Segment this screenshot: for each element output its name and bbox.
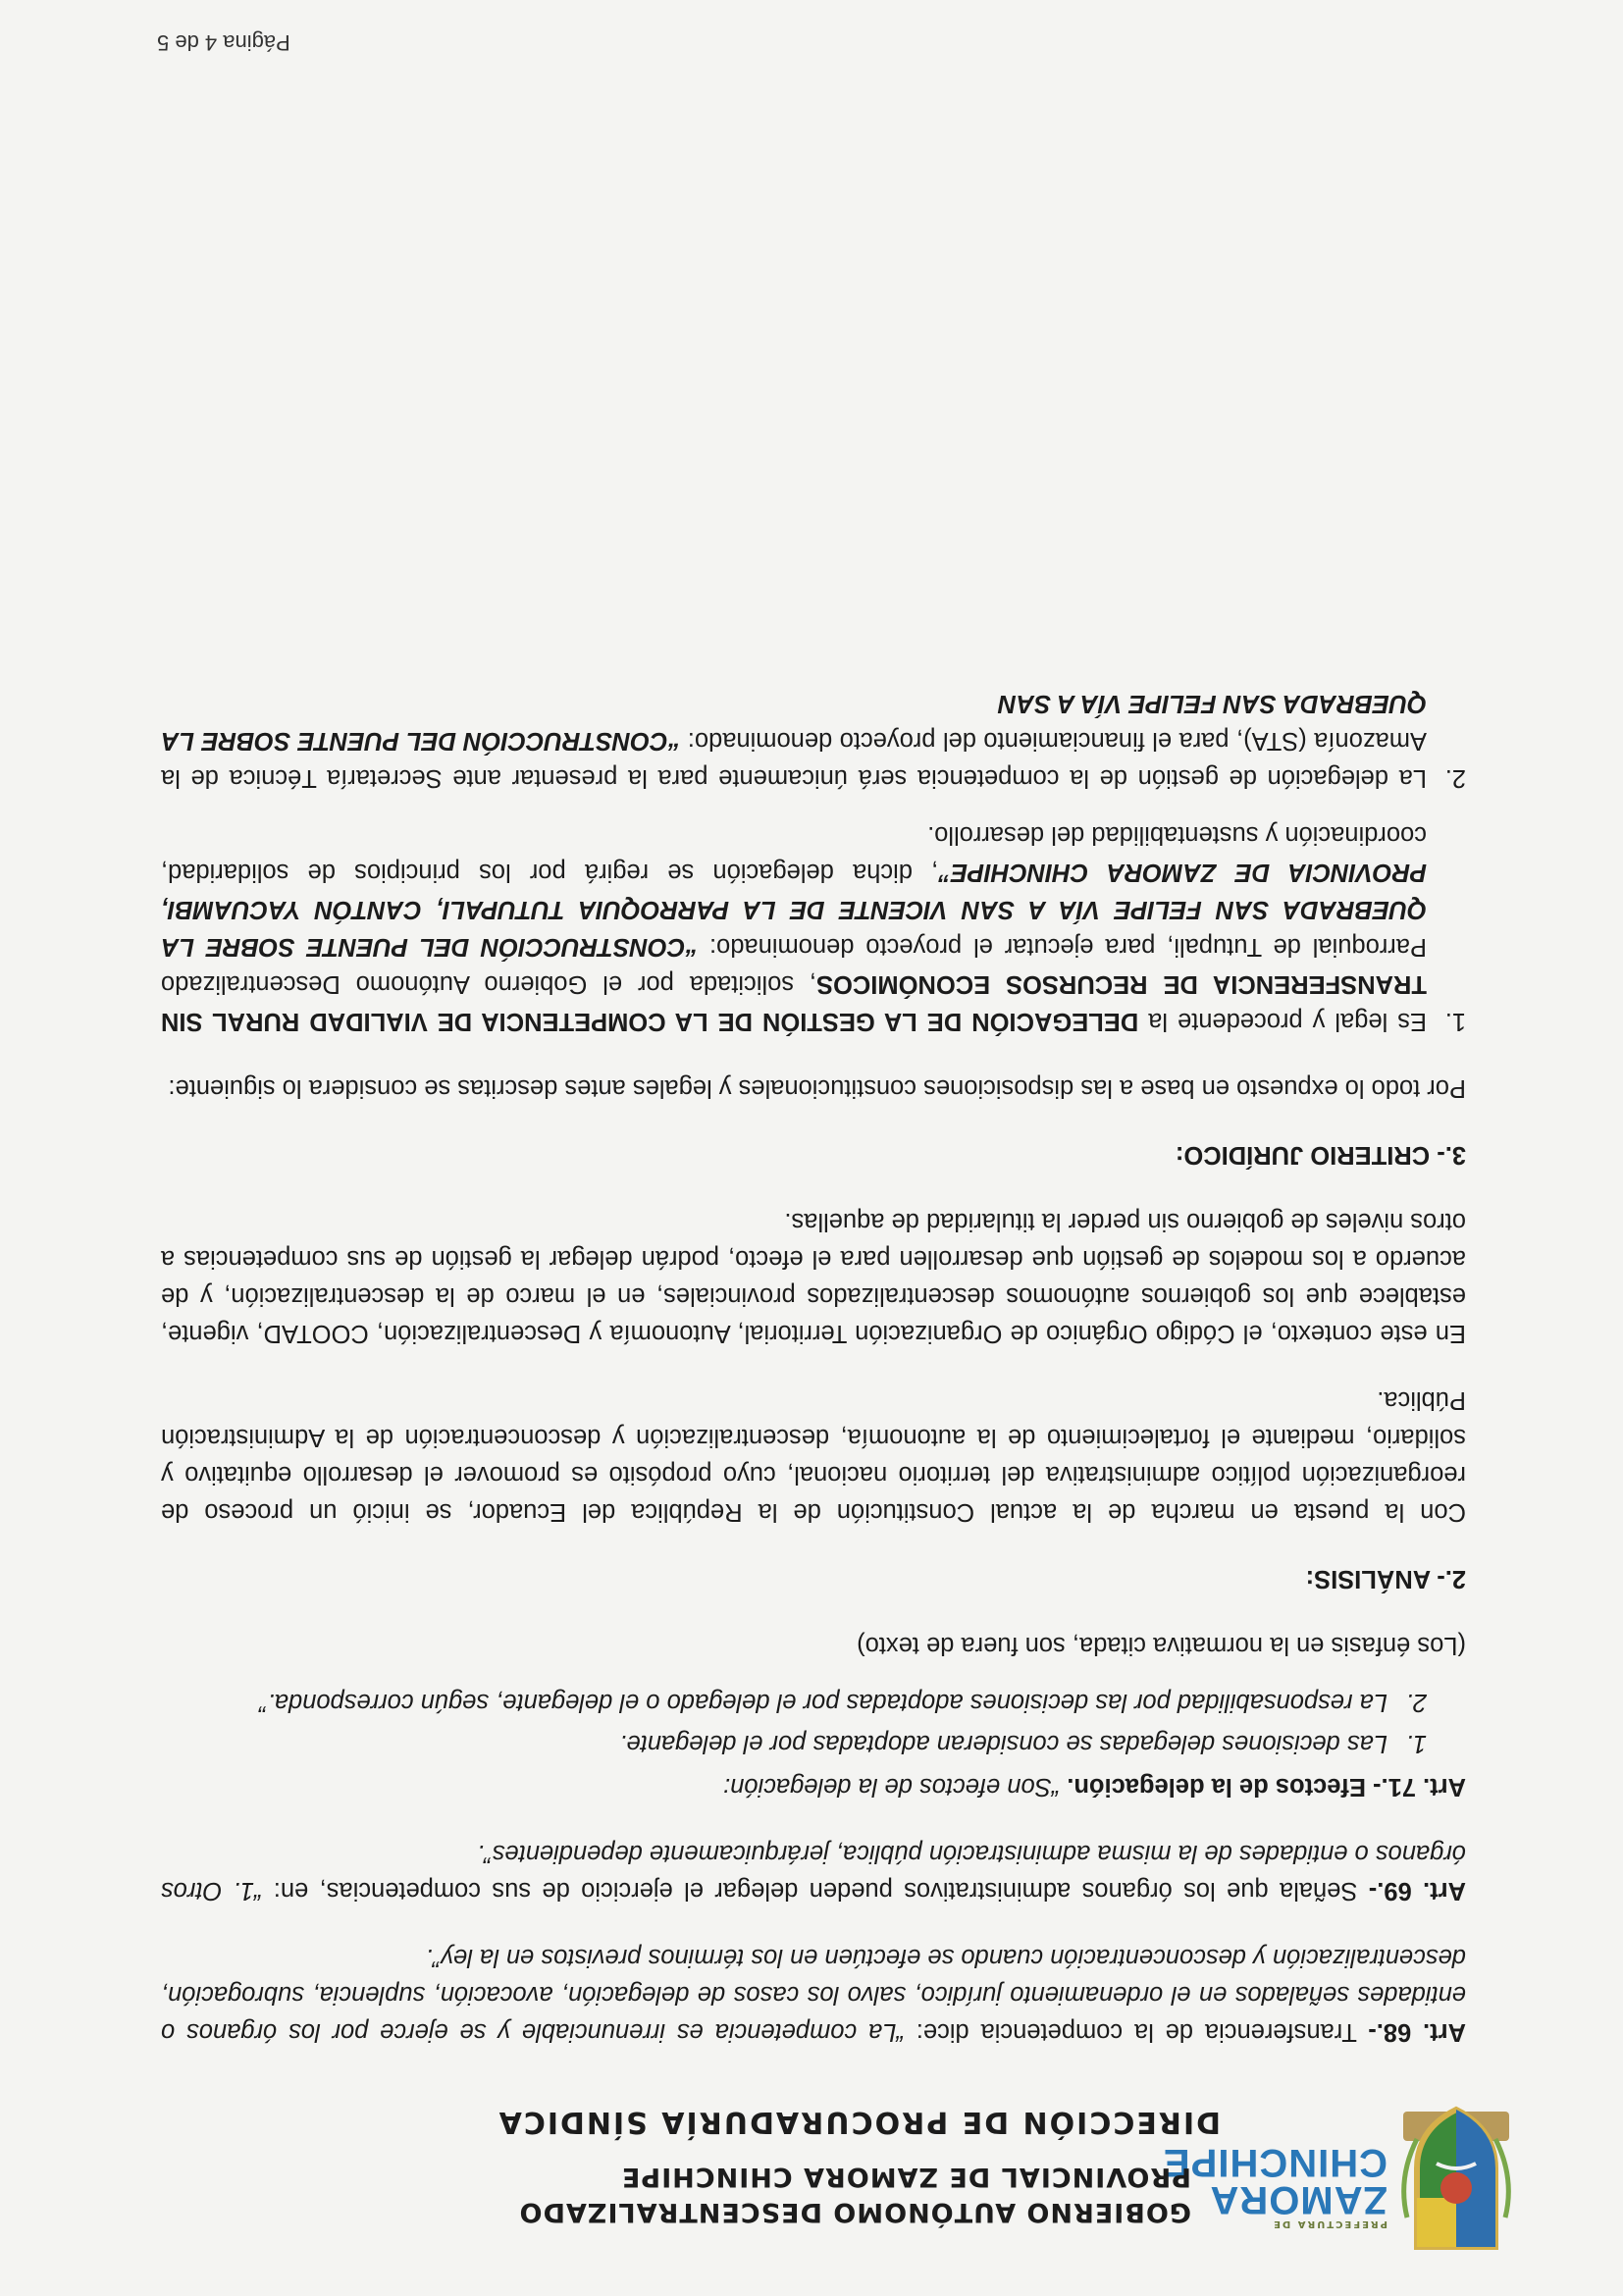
article-69-number: Art. 69.- <box>1368 1877 1466 1905</box>
article-68-intro: Transferencia de la competencia dice: <box>904 2018 1369 2046</box>
criterio-point-1-c: , solicitada por el Gobierno Autónomo Descentralizado Parroquial de Tutupali, para ejecutar el proyecto denominado: <box>160 933 1427 998</box>
article-71-number: Art. 71.- <box>1373 1773 1466 1800</box>
criterio-point-1-b: DELEGACIÓN DE LA GESTIÓN DE LA COMPETENCIA DE VIALIDAD RURAL SIN TRANSFERENCIA DE RECURSOS ECONÓMICOS <box>161 970 1427 1035</box>
analisis-paragraph-2: En este contexto, el Código Orgánico de Organización Territorial, Autonomía y Descentralización, COOTAD, vigente, establece que los gobiernos autónomos descentralizados provinciales, en el marco de la descentralización, y de acuerdo a los modelos de gestión que desarrollen para el efecto, podrán delegar la gestión de sus competencias a otros niveles de gobierno sin perder la titularidad de aquellas. <box>161 1208 1466 1347</box>
organization-name <box>504 2159 1191 2229</box>
letterhead <box>102 2070 1515 2257</box>
brand-prefectura: PREFECTURA DE <box>1272 2218 1387 2229</box>
criterio-point-1-d: “CONSTRUCCIÓN DEL PUENTE SOBRE LA QUEBRADA SAN FELIPE VÍA A SAN VICENTE DE LA PARROQUIA TUTUPALI, CANTÓN YACUAMBI, PROVINCIA DE ZAMORA CHINCHIPE” <box>160 859 1427 961</box>
criterio-point-2 <box>161 685 1466 797</box>
article-71-quote: “Son efectos de la delegación: <box>723 1773 1061 1800</box>
article-71-list <box>161 1684 1466 1762</box>
emphasis-note: (Los énfasis en la normativa citada, son fuera de texto) <box>857 1632 1466 1659</box>
list-item <box>161 1684 1427 1721</box>
article-68-number: Art. 68.- <box>1368 2018 1466 2046</box>
list-item-text: Las decisiones delegadas se consideran adoptadas por el delegante. <box>619 1730 1387 1757</box>
list-item-number: 2. <box>1405 1689 1427 1716</box>
criterio-point-1 <box>161 816 1466 1040</box>
criterio-point-2-number: 2. <box>1444 764 1466 792</box>
analisis-paragraph-1: Con la puesta en marcha de la actual Constitución de la República del Ecuador, se inició un proceso de reorganización político administrativa del territorio nacional, cuyo propósito es promover el desarrollo equitativo y solidario, mediante el fortalecimiento de la autonomía, descentralización y desconcentración de la Administración Pública. <box>161 1386 1466 1526</box>
criterio-point-2-a: La delegación de gestión de la competencia será únicamente para la presentar ante Secretaría Técnica de la Amazonía (STA), para el financiamiento del proyecto denominado: <box>161 727 1427 792</box>
article-71 <box>161 1768 1466 1805</box>
criterio-point-2-b: “CONSTRUCCIÓN DEL PUENTE SOBRE LA QUEBRADA SAN FELIPE VÍA A SAN <box>161 690 1427 755</box>
list-item-text: La responsabilidad por las decisiones adoptadas por el delegado o el delegante, según corresponda.” <box>259 1689 1387 1716</box>
article-69 <box>161 1835 1466 1909</box>
page-number: Página 4 de 5 <box>157 30 290 55</box>
brand-line-2: CHINCHIPE <box>1162 2141 1387 2184</box>
criterio-point-1-e: , dicha delegación se regirá por los principios de solidaridad, coordinación y sustentabilidad del desarrollo. <box>161 821 1427 886</box>
org-line-2: PROVINCIAL DE ZAMORA CHINCHIPE <box>620 2162 1191 2192</box>
criterio-point-1-a: Es legal y procedente la <box>1138 1008 1427 1035</box>
article-71-intro: Efectos de la delegación. <box>1060 1773 1374 1800</box>
section-criterio-title: 3.- CRITERIO JURÍDICO: <box>1175 1141 1466 1169</box>
article-68-quote: “La competencia es irrenunciable y se ejerce por los órganos o entidades señalados en el ordenamiento jurídico, salvo los casos de delegación, avocación, suplencia, subrogación, descentralización y desconcentración cuando se efectúen en los términos previstos en la ley”. <box>161 1944 1466 2046</box>
prefectura-logo <box>1397 2100 1515 2257</box>
brand-line-1: ZAMORA <box>1209 2178 1387 2221</box>
section-analisis-title: 2.- ANÁLISIS: <box>1305 1565 1466 1592</box>
prefectura-brand <box>1162 2141 1387 2229</box>
article-69-quote: “1. Otros órganos o entidades de la misma administración pública, jerárquicamente dependientes”. <box>160 1840 1466 1905</box>
article-69-intro: Señala que los órganos administrativos pueden delegar el ejercicio de sus competencias, en: <box>262 1877 1369 1905</box>
criterio-point-1-number: 1. <box>1444 1008 1466 1035</box>
shield-emblem-icon <box>1397 2100 1515 2257</box>
org-line-1: GOBIERNO AUTÓNOMO DESCENTRALIZADO <box>518 2197 1191 2227</box>
list-item-number: 1. <box>1405 1730 1427 1757</box>
department-title: DIRECCIÓN DE PROCURADURÍA SÍNDICA <box>497 2105 1221 2139</box>
document-body <box>161 655 1466 2051</box>
list-item <box>161 1725 1427 1762</box>
article-68 <box>161 1939 1466 2051</box>
criterio-paragraph: Por todo lo expuesto en base a las disposiciones constitucionales y legales antes descritas se considera lo siguiente: <box>168 1074 1466 1102</box>
